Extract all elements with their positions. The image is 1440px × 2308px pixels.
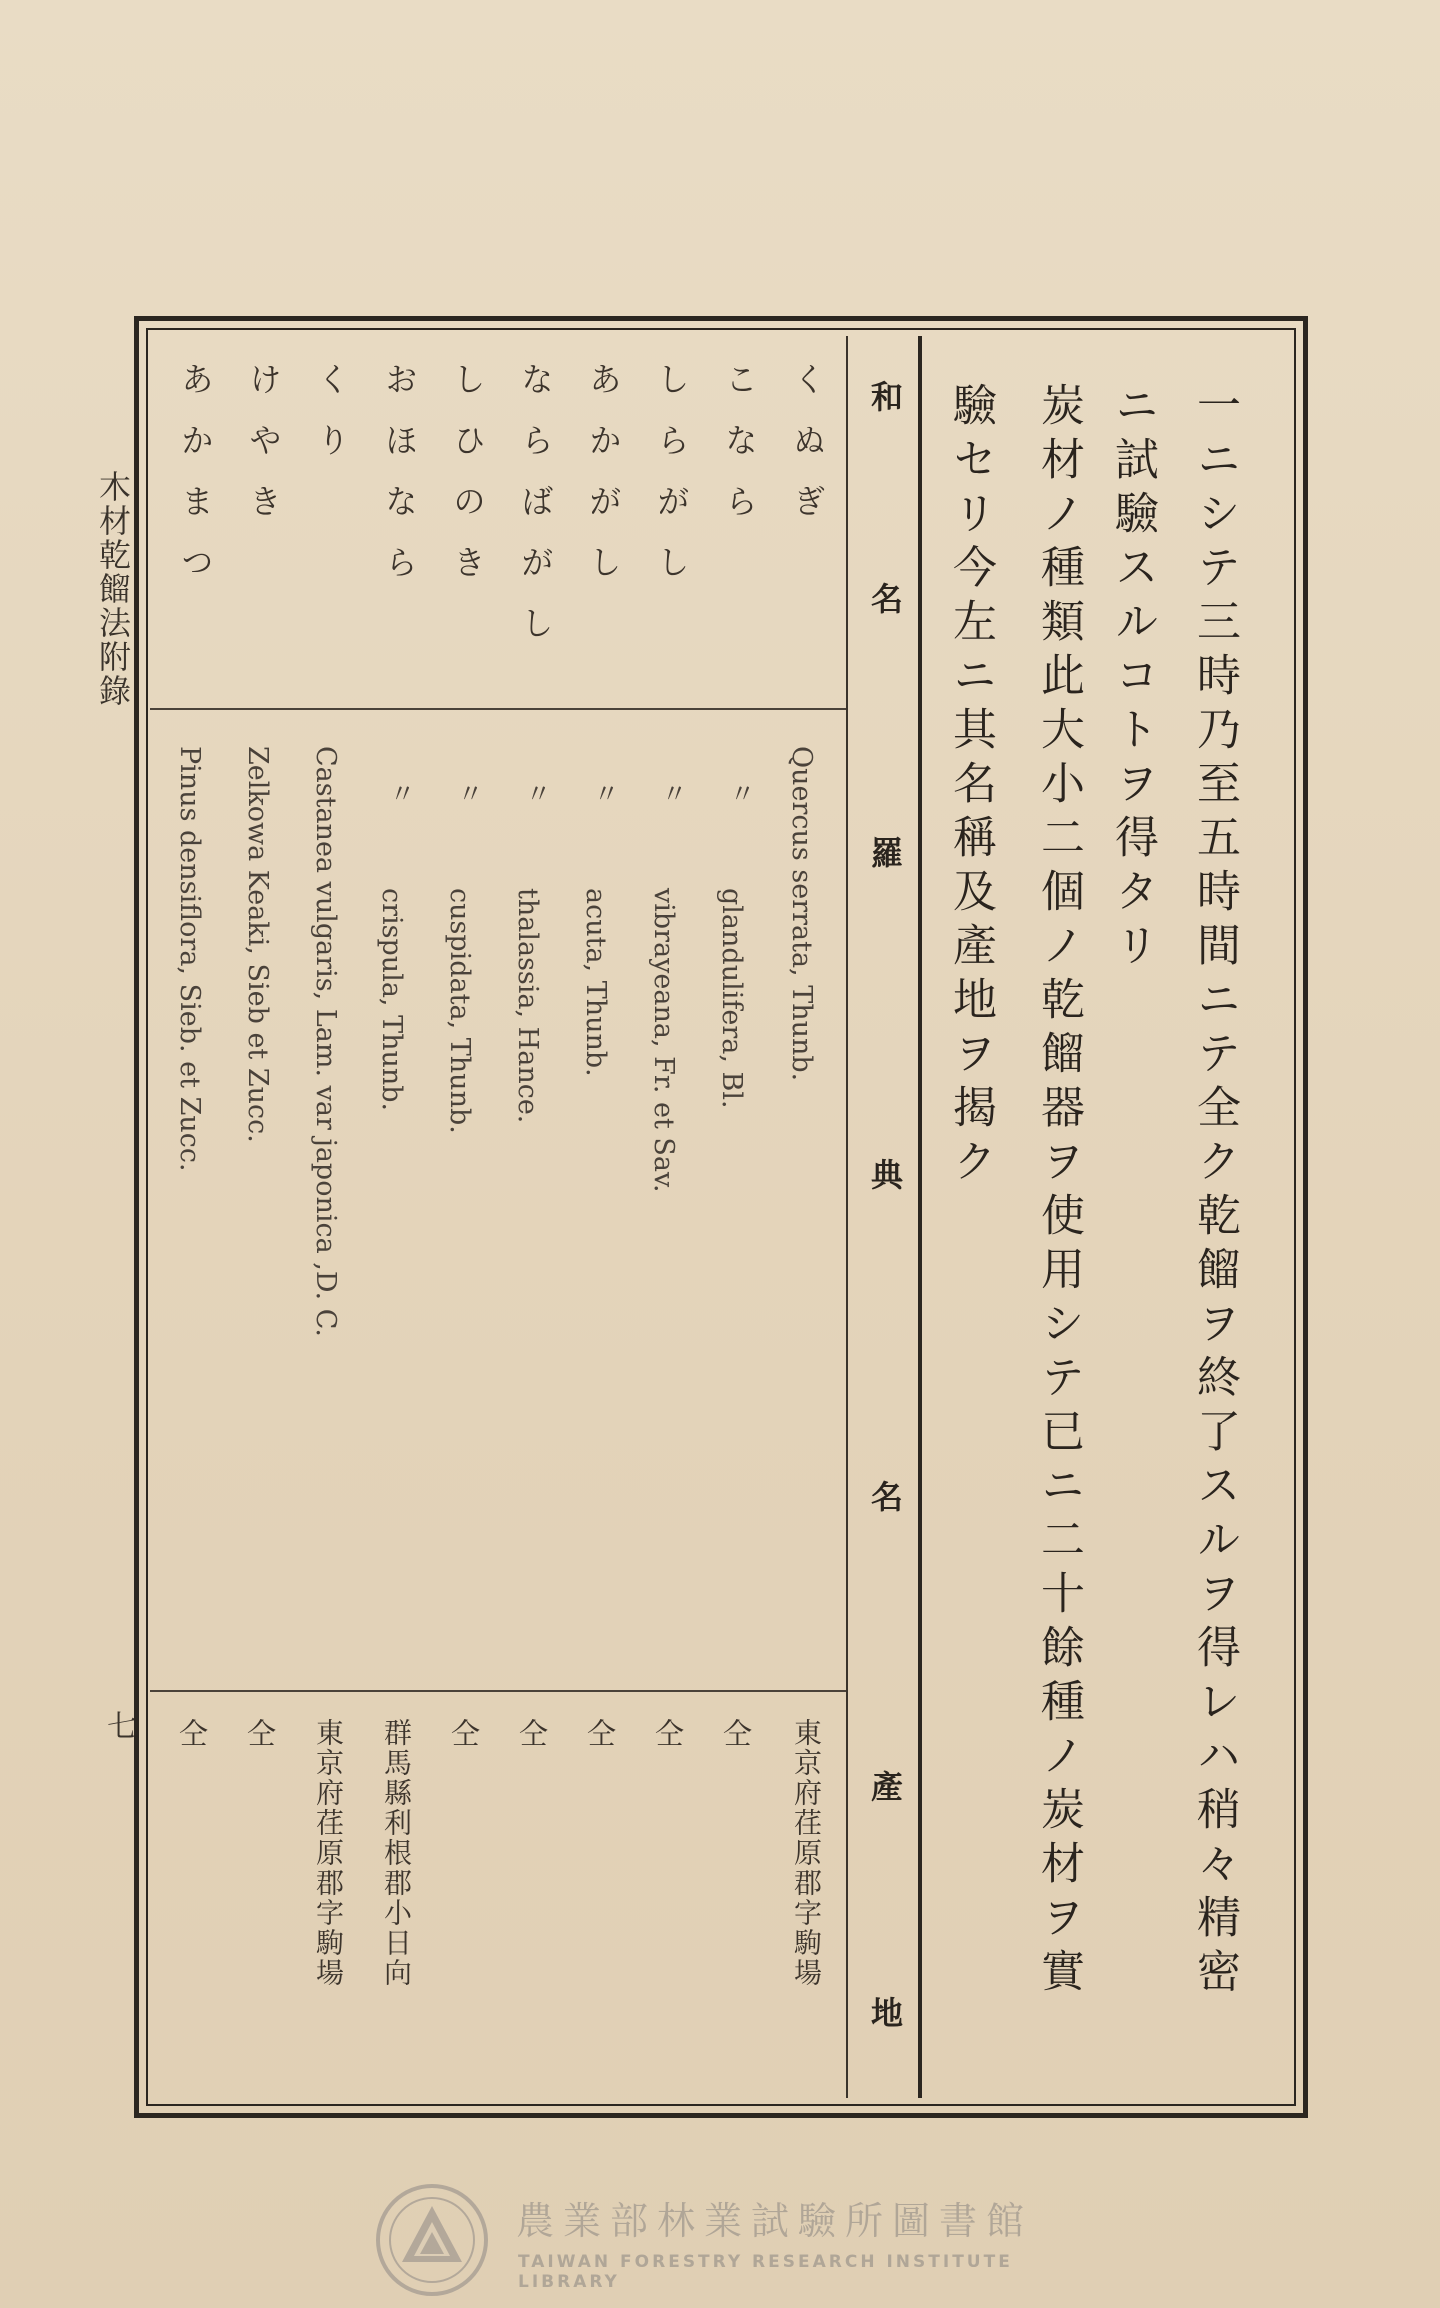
library-name-chinese: 農業部林業試驗所圖書館 bbox=[516, 2199, 1034, 2243]
wa-name-row-6: しひのき bbox=[448, 362, 487, 606]
locality-row-2: 仝 bbox=[719, 1718, 753, 1747]
intro-line-1: 一ニシテ三時乃至五時間ニテ全ク乾餾ヲ終了スルヲ得レハ稍々精密 bbox=[1189, 382, 1240, 2002]
locality-row-7: 群馬縣利根郡小日向 bbox=[380, 1718, 413, 1988]
library-watermark bbox=[374, 2182, 1074, 2292]
locality-row-10: 仝 bbox=[175, 1718, 209, 1747]
ditto-mark-row-3: 〃 bbox=[657, 780, 687, 806]
library-name-english: TAIWAN FORESTRY RESEARCH INSTITUTE LIBRARY bbox=[518, 2252, 1013, 2292]
running-title: 木材乾餾法附錄 bbox=[94, 470, 132, 708]
table-header-divider bbox=[846, 336, 848, 2098]
wa-name-row-10: あかまつ bbox=[176, 362, 215, 606]
locality-row-4: 仝 bbox=[583, 1718, 617, 1747]
wa-name-row-2: こなら bbox=[720, 362, 759, 545]
intro-table-divider bbox=[918, 336, 922, 2098]
locality-row-6: 仝 bbox=[447, 1718, 481, 1747]
ditto-mark-row-7: 〃 bbox=[385, 780, 415, 806]
latin-name-row-10: Pinus densiflora, Sieb. et Zucc. bbox=[174, 746, 205, 1172]
locality-row-8: 東京府荏原郡字駒場 bbox=[312, 1718, 345, 1988]
library-seal-icon bbox=[374, 2182, 490, 2298]
latin-name-row-6: cuspidata, Thunb. bbox=[444, 888, 475, 1134]
latin-name-row-5: thalassia, Hance. bbox=[512, 888, 543, 1124]
wa-name-row-9: けやき bbox=[244, 362, 283, 545]
wa-name-row-8: くり bbox=[312, 362, 351, 484]
ditto-mark-row-5: 〃 bbox=[521, 780, 551, 806]
intro-line-3: 炭材ノ種類此大小二個ノ乾餾器ヲ使用シテ已ニ二十餘種ノ炭材ヲ實 bbox=[1033, 382, 1084, 2002]
locality-row-5: 仝 bbox=[515, 1718, 549, 1747]
header-latin-name: 羅典名 bbox=[866, 836, 904, 1802]
ditto-mark-row-6: 〃 bbox=[453, 780, 483, 806]
latin-name-row-8: Castanea vulgaris, Lam. var japonica ,D. C. bbox=[310, 746, 341, 1338]
intro-line-2: ニ試驗スルコトヲ得タリ bbox=[1107, 382, 1158, 976]
locality-row-9: 仝 bbox=[243, 1718, 277, 1747]
wa-name-row-3: しらがし bbox=[652, 362, 691, 606]
ditto-mark-row-2: 〃 bbox=[725, 780, 755, 806]
table-rule-latin-locality bbox=[150, 1690, 846, 1692]
ditto-mark-row-4: 〃 bbox=[589, 780, 619, 806]
wa-name-row-4: あかがし bbox=[584, 362, 623, 606]
table-rule-wa-latin bbox=[150, 708, 846, 710]
latin-name-row-3: vibrayeana, Fr. et Sav. bbox=[648, 888, 679, 1193]
locality-row-3: 仝 bbox=[651, 1718, 685, 1747]
latin-name-row-4: acuta, Thunb. bbox=[580, 888, 611, 1077]
latin-name-row-7: crispula, Thunb. bbox=[376, 888, 407, 1112]
wa-name-row-5: ならばがし bbox=[516, 362, 555, 667]
locality-row-1: 東京府荏原郡字駒場 bbox=[790, 1718, 823, 1988]
wa-name-row-7: おほなら bbox=[380, 362, 419, 606]
header-wa-name: 和名 bbox=[866, 380, 904, 784]
latin-name-row-2: glandulifera, Bl. bbox=[716, 888, 747, 1109]
latin-name-row-1: Quercus serrata, Thunb. bbox=[786, 746, 817, 1082]
wa-name-row-1: くぬぎ bbox=[788, 362, 827, 545]
header-locality: 產地 bbox=[866, 1770, 904, 2222]
page-number: 七 bbox=[101, 1710, 136, 1740]
intro-line-4: 驗セリ今左ニ其名稱及產地ヲ揭ク bbox=[945, 382, 996, 1192]
latin-name-row-9: Zelkowa Keaki, Sieb et Zucc. bbox=[242, 746, 273, 1143]
